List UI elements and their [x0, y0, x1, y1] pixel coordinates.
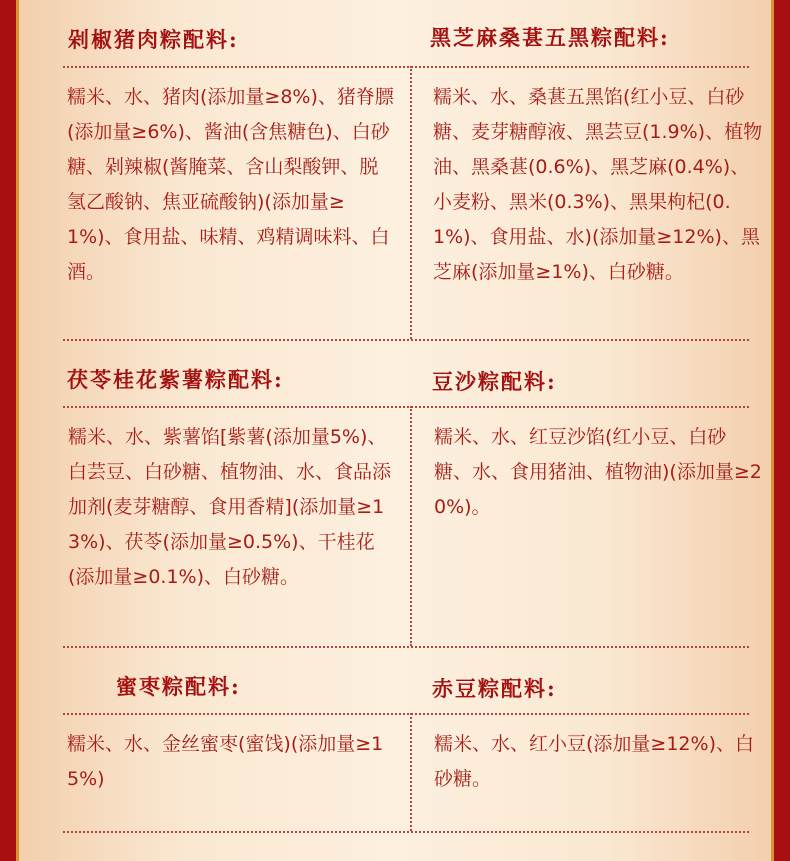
section-title-black-sesame-mulberry: 黑芝麻桑葚五黑粽配料:: [430, 25, 670, 50]
divider-row2-bottom: [63, 646, 749, 648]
left-red-border: [0, 0, 19, 861]
divider-row3-top: [63, 713, 749, 715]
section-text-candied-date: 糯米、水、金丝蜜枣(蜜饯)(添加量≥15%): [67, 733, 384, 790]
divider-row1-bottom: [63, 339, 749, 341]
column-divider-row1: [410, 66, 412, 339]
section-title-poria-osmanthus-purple-potato: 茯苓桂花紫薯粽配料:: [67, 367, 284, 392]
section-text-chopped-pepper-pork: 糯米、水、猪肉(添加量≥8%)、猪脊膘(添加量≥6%)、酱油(含焦糖色)、白砂糖、剁辣椒(酱腌菜、含山梨酸钾、脱氢乙酸钠、焦亚硫酸钠)(添加量≥1%)、食用盐、味精、鸡精调味料、白酒。: [67, 86, 394, 283]
divider-row3-bottom: [63, 831, 749, 833]
section-title-candied-date: 蜜枣粽配料:: [116, 674, 241, 699]
divider-row2-top: [63, 406, 749, 408]
right-red-border: [771, 0, 790, 861]
column-divider-row3: [410, 713, 412, 831]
section-title-chopped-pepper-pork: 剁椒猪肉粽配料:: [68, 27, 239, 52]
section-title-red-bean-paste: 豆沙粽配料:: [432, 369, 557, 394]
section-title-adzuki-bean: 赤豆粽配料:: [432, 676, 557, 701]
section-text-red-bean-paste: 糯米、水、红豆沙馅(红小豆、白砂糖、水、食用猪油、植物油)(添加量≥20%)。: [434, 426, 762, 518]
section-text-black-sesame-mulberry: 糯米、水、桑葚五黑馅(红小豆、白砂糖、麦芽糖醇液、黑芸豆(1.9%)、植物油、黑桑葚(0.6%)、黑芝麻(0.4%)、小麦粉、黑米(0.3%)、黑果枸杞(0.1%)、食用盐、水)(添加量≥12%)、黑芝麻(添加量≥1%)、白砂糖。: [433, 86, 763, 283]
section-text-adzuki-bean: 糯米、水、红小豆(添加量≥12%)、白砂糖。: [434, 733, 754, 790]
section-text-poria-osmanthus-purple-potato: 糯米、水、紫薯馅[紫薯(添加量5%)、白芸豆、白砂糖、植物油、水、食品添加剂(麦芽糖醇、食用香精](添加量≥13%)、茯苓(添加量≥0.5%)、干桂花(添加量≥0.1%)、白砂糖。: [68, 426, 392, 588]
divider-row1-top: [63, 66, 749, 68]
column-divider-row2: [410, 406, 412, 646]
